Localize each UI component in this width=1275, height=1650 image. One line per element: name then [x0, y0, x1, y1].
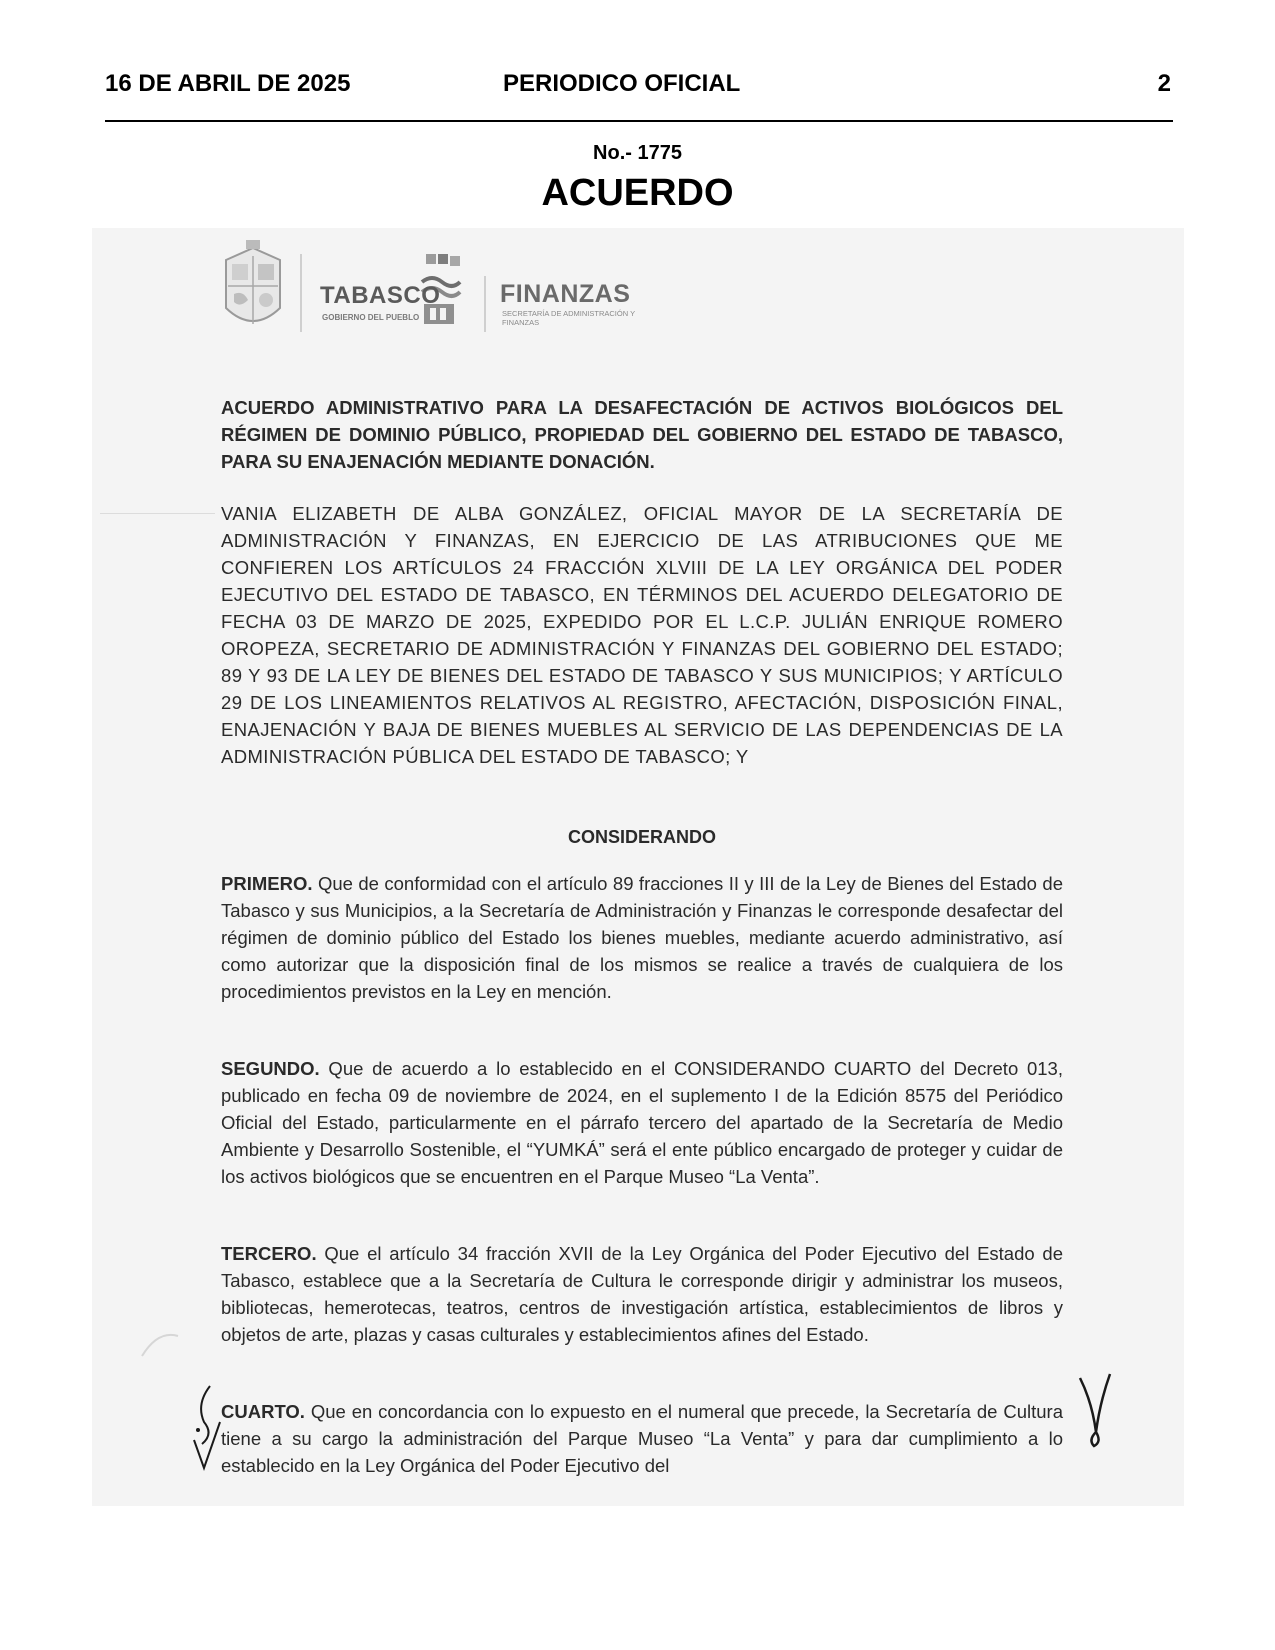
intro-paragraph: VANIA ELIZABETH DE ALBA GONZÁLEZ, OFICIAL MAYOR DE LA SECRETARÍA DE ADMINISTRACIÓN Y FINANZAS, EN EJERCICIO DE LAS ATRIBUCIONES QUE ME CONFIEREN LOS ARTÍCULOS 24 FRACCIÓN XLVIII DE LA LEY ORGÁNICA DEL PODER EJECUTIVO DEL ESTADO DE TABASCO, EN TÉRMINOS DEL ACUERDO DELEGATORIO DE FECHA 03 DE MARZO DE 2025, EXPEDIDO POR EL L.C.P. JULIÁN ENRIQUE ROMERO OROPEZA, SECRETARIO DE ADMINISTRACIÓN Y FINANZAS DEL GOBIERNO DEL ESTADO; 89 Y 93 DE LA LEY DE BIENES DEL ESTADO DE TABASCO Y SUS MUNICIPIOS; Y ARTÍCULO 29 DE LOS LINEAMIENTOS RELATIVOS AL REGISTRO, AFECTACIÓN, DISPOSICIÓN FINAL, ENAJENACIÓN Y BAJA DE BIENES MUEBLES AL SERVICIO DE LAS DEPENDENCIAS DE LA ADMINISTRACIÓN PÚBLICA DEL ESTADO DE TABASCO; Y [221, 503, 1063, 767]
section-segundo [221, 1055, 1063, 1190]
finanzas-logo-text: FINANZAS [500, 280, 631, 308]
handwritten-initial-left-icon [190, 1382, 230, 1474]
section-lead: TERCERO. [221, 1243, 317, 1264]
section-lead: PRIMERO. [221, 873, 313, 894]
document-number: No.- 1775 [593, 142, 682, 164]
section-primero [221, 870, 1063, 1005]
section-lead: CUARTO. [221, 1401, 305, 1422]
header-page-number: 2 [1157, 70, 1171, 97]
tabasco-logo-text: TABASCO [320, 282, 441, 309]
scan-artifact-line [100, 513, 215, 514]
handwritten-initial-right-icon [1074, 1372, 1116, 1448]
finanzas-logo-subtitle: SECRETARÍA DE ADMINISTRACIÓN Y FINANZAS [502, 309, 635, 327]
section-text: Que de acuerdo a lo establecido en el CONSIDERANDO CUARTO del Decreto 013, publicado en fecha 09 de noviembre de 2024, en el suplemento I de la Edición 8575 del Periódico Oficial del Estado, particularmente en el párrafo tercero del apartado de la Secretaría de Medio Ambiente y Desarrollo Sostenible, el “YUMKÁ” será el ente público encargado de proteger y cuidar de los activos biológicos que se encuentren en el Parque Museo “La Venta”. [221, 1058, 1063, 1187]
section-text: Que de conformidad con el artículo 89 fracciones II y III de la Ley de Bienes del Estado de Tabasco y sus Municipios, a la Secretaría de Administración y Finanzas le corresponde desafectar del régimen de dominio público del Estado los bienes muebles, mediante acuerdo administrativo, así como autorizar que la disposición final de los mismos se realice a través de cualquiera de los procedimientos previstos en la Ley en mención. [221, 873, 1063, 1002]
section-cuarto [221, 1398, 1063, 1479]
header-date: 16 DE ABRIL DE 2025 [105, 70, 351, 97]
considerando-heading: CONSIDERANDO [567, 827, 716, 847]
tabasco-logo-subtitle: GOBIERNO DEL PUEBLO [322, 313, 420, 322]
section-lead: SEGUNDO. [221, 1058, 320, 1079]
section-text: Que en concordancia con lo expuesto en el numeral que precede, la Secretaría de Cultura tiene a su cargo la administración del Parque Museo “La Venta” y para dar cumplimiento a lo establecido en la Ley Orgánica del Poder Ejecutivo del [221, 1401, 1063, 1476]
page-header [105, 64, 1173, 122]
logo-divider [484, 276, 486, 332]
section-tercero [221, 1240, 1063, 1348]
agreement-title: ACUERDO ADMINISTRATIVO PARA LA DESAFECTACIÓN DE ACTIVOS BIOLÓGICOS DEL RÉGIMEN DE DOMINIO PÚBLICO, PROPIEDAD DEL GOBIERNO DEL ESTADO DE TABASCO, PARA SU ENAJENACIÓN MEDIANTE DONACIÓN. [221, 397, 1063, 472]
section-text: Que el artículo 34 fracción XVII de la Ley Orgánica del Poder Ejecutivo del Estado de Tabasco, establece que a la Secretaría de Cultura le corresponde dirigir y administrar los museos, bibliotecas, hemerotecas, teatros, centros de investigación artística, establecimientos de libros y objetos de arte, plazas y casas culturales y establecimientos afines del Estado. [221, 1243, 1063, 1345]
header-publication: PERIODICO OFICIAL [503, 70, 741, 97]
state-coat-of-arms-icon [218, 238, 288, 338]
logo-divider [300, 254, 302, 332]
document-title: ACUERDO [541, 172, 734, 214]
faint-scan-mark-icon [138, 1326, 182, 1362]
